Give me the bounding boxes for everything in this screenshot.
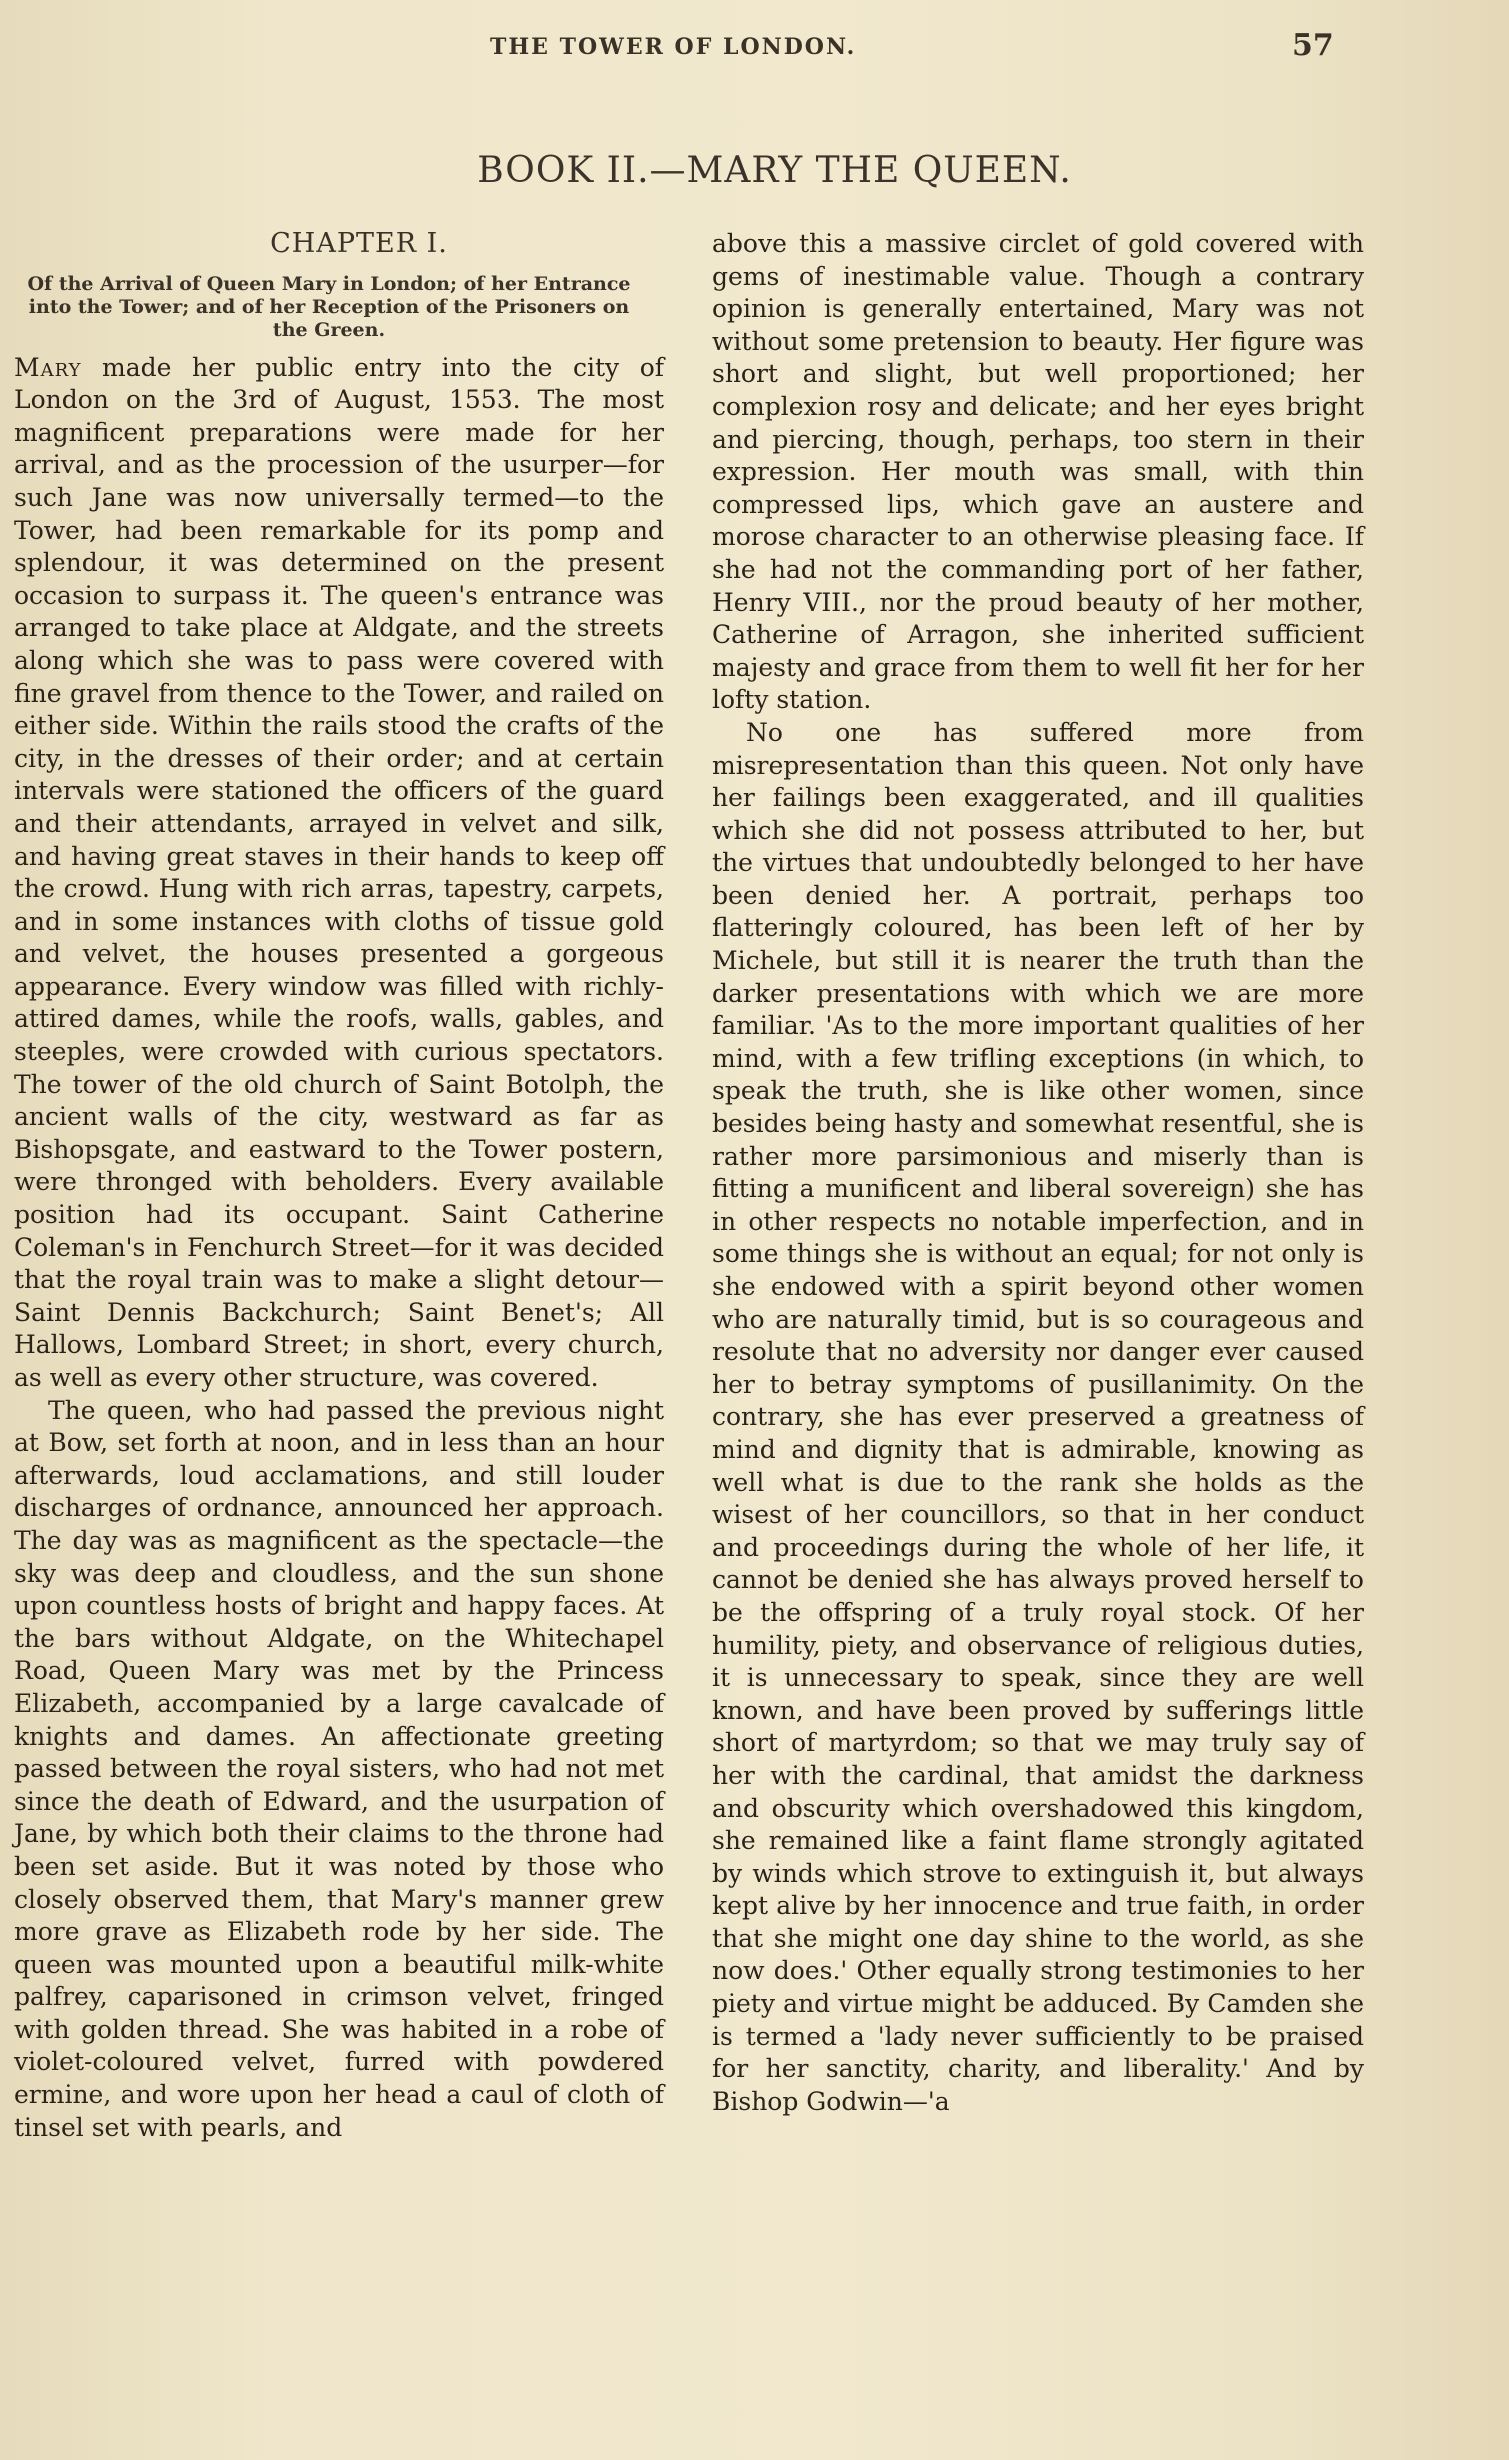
paragraph-text: made her public entry into the city of London on the 3rd of August, 1553. The most magnificent preparations were made for her arrival, and as the procession of the usurper—for such Jane was now universally termed—to the Tower, had been remarkable for its pomp and splendour, it was determined on the present occasion to surpass it. The queen's entrance was arranged to take place at Aldgate, and the streets along which she was to pass were covered with fine gravel from thence to the Tower, and railed on either side. Within the rails stood the crafts of the city, in the dresses of their order; and at certain intervals were stationed the officers of the guard and their attendants, arrayed in velvet and silk, and having great staves in their hands to keep off the crowd. Hung with rich arras, tapestry, carpets, and in some instances with cloths of tissue gold and velvet, the houses presented a gorgeous appearance. Every window was filled with richly-attired dames, while the roofs, walls, gables, and steeples, were crowded with curious spectators. The tower of the old church of Saint Botolph, the ancient walls of the city, westward as far as Bishopsgate, and eastward to the Tower postern, were thronged with beholders. Every available position had its occupant. Saint Catherine Coleman's in Fenchurch Street—for it was decided that the royal train was to make a slight detour—Saint Dennis Backchurch; Saint Benet's; All Hallows, Lombard Street; in short, every church, as well as every other structure, was covered. [14, 352, 664, 1392]
paragraph: No one has suffered more from misrepresentation than this queen. Not only have her failings been exaggerated, and ill qualities which she did not possess attributed to her, but the virtues that undoubtedly belonged to her have been denied her. A portrait, perhaps too flatteringly coloured, has been left of her by Michele, but still it is nearer the truth than the darker presentations with which we are more familiar. 'As to the more important qualities of her mind, with a few trifling exceptions (in which, to speak the truth, she is like other women, since besides being hasty and somewhat resentful, she is rather more parsimonious and miserly than is fitting a munificent and liberal sovereign) she has in other respects no notable imperfection, and in some things she is without an equal; for not only is she endowed with a spirit beyond other women who are naturally timid, but is so courageous and resolute that no adversity nor danger ever caused her to betray symptoms of pusillanimity. On the contrary, she has ever preserved a greatness of mind and dignity that is admirable, knowing as well what is due to the rank she holds as the wisest of her councillors, so that in her conduct and proceedings during the whole of her life, it cannot be denied she has always proved herself to be the offspring of a truly royal stock. Of her humility, piety, and observance of religious duties, it is unnecessary to speak, since they are well known, and have been proved by sufferings little short of martyrdom; so that we may truly say of her with the cardinal, that amidst the darkness and obscurity which overshadowed this kingdom, she remained like a faint flame strongly agitated by winds which strove to extinguish it, but always kept alive by her innocence and true faith, in order that she might one day shine to the world, as she now does.' Other equally strong testimonies to her piety and virtue might be adduced. By Camden she is termed a 'lady never sufficiently to be praised for her sanctity, charity, and liberality.' And by Bishop Godwin—'a [712, 717, 1364, 2116]
running-header [0, 28, 1509, 68]
chapter-heading: CHAPTER I. [270, 228, 448, 259]
page-number: 57 [1292, 28, 1334, 63]
paragraph: The queen, who had passed the previous night at Bow, set forth at noon, and in less than an hour afterwards, loud acclamations, and still louder discharges of ordnance, announced her approach. The day was as magnificent as the spectacle—the sky was deep and cloudless, and the sun shone upon countless hosts of bright and happy faces. At the bars without Aldgate, on the Whitechapel Road, Queen Mary was met by the Princess Elizabeth, accompanied by a large cavalcade of knights and dames. An affectionate greeting passed between the royal sisters, who had not met since the death of Edward, and the usurpation of Jane, by which both their claims to the throne had been set aside. But it was noted by those who closely observed them, that Mary's manner grew more grave as Elizabeth rode by her side. The queen was mounted upon a beautiful milk-white palfrey, caparisoned in crimson velvet, fringed with golden thread. She was habited in a robe of violet-coloured velvet, furred with powdered ermine, and wore upon her head a caul of cloth of tinsel set with pearls, and [14, 1395, 664, 2142]
chapter-summary: Of the Arrival of Queen Mary in London; of her Entrance into the Tower; and of her Reception of the Prisoners on the Green. [27, 272, 631, 341]
paragraph [14, 352, 664, 1395]
paragraph: above this a massive circlet of gold covered with gems of inestimable value. Though a contrary opinion is generally entertained, Mary was not without some pretension to beauty. Her figure was short and slight, but well proportioned; her complexion rosy and delicate; and her eyes bright and piercing, though, perhaps, too stern in their expression. Her mouth was small, with thin compressed lips, which gave an austere and morose character to an otherwise pleasing face. If she had not the commanding port of her father, Henry VIII., nor the proud beauty of her mother, Catherine of Arragon, she inherited sufficient majesty and grace from them to well fit her for her lofty station. [712, 229, 1364, 715]
left-column [14, 228, 664, 2144]
book-title: BOOK II.—MARY THE QUEEN. [477, 150, 1072, 191]
drop-lead-word: Mary [14, 352, 82, 382]
right-column [712, 228, 1364, 2118]
running-title: THE TOWER OF LONDON. [490, 34, 857, 60]
